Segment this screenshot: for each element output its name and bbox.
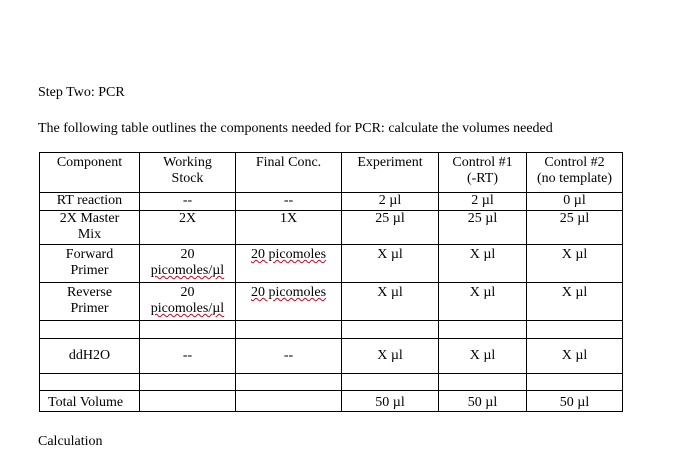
cell-control-2: X µl	[527, 245, 623, 283]
cell-working-stock-line1: 20	[180, 247, 195, 262]
cell-component: Total Volume	[40, 391, 140, 412]
cell-working-stock: --	[140, 339, 236, 374]
cell-final-conc: --	[236, 339, 342, 374]
cell-component-line1: Reverse	[66, 285, 113, 300]
cell-component-line1: 2X Master	[59, 211, 120, 226]
table-row-blank	[40, 321, 623, 339]
cell-working-stock: 2X	[140, 211, 236, 245]
cell-component	[40, 245, 140, 283]
cell-component: ddH2O	[40, 339, 140, 374]
cell-working-stock-line2: picomoles/µl	[150, 263, 225, 278]
cell-final-conc-text: 20 picomoles	[250, 247, 327, 262]
header-control-1-line2: (-RT)	[466, 171, 499, 186]
empty-cell	[140, 321, 236, 339]
cell-experiment: 50 µl	[342, 391, 439, 412]
header-control-2	[527, 153, 623, 193]
cell-experiment: X µl	[342, 245, 439, 283]
cell-component-line2: Primer	[70, 301, 109, 316]
header-working-stock	[140, 153, 236, 193]
table-row-total-volume	[40, 391, 623, 412]
table-row-rt-reaction	[40, 193, 623, 211]
empty-cell	[40, 321, 140, 339]
pcr-components-table	[39, 152, 623, 412]
table-row-master-mix	[40, 211, 623, 245]
step-heading: Step Two: PCR	[38, 85, 125, 100]
cell-control-2: 25 µl	[527, 211, 623, 245]
table-row-ddh2o	[40, 339, 623, 374]
empty-cell	[236, 374, 342, 391]
cell-control-1: X µl	[439, 245, 527, 283]
header-final-conc: Final Conc.	[236, 153, 342, 193]
header-experiment: Experiment	[342, 153, 439, 193]
cell-control-2: X µl	[527, 283, 623, 321]
cell-final-conc-text: 20 picomoles	[250, 285, 327, 300]
header-control-1-line1: Control #1	[452, 155, 513, 170]
cell-experiment: X µl	[342, 283, 439, 321]
header-working-stock-line1: Working	[163, 155, 212, 170]
cell-final-conc	[236, 283, 342, 321]
empty-cell	[527, 374, 623, 391]
cell-component-line2: Mix	[77, 227, 102, 242]
table-row-reverse-primer	[40, 283, 623, 321]
empty-cell	[342, 374, 439, 391]
header-control-1	[439, 153, 527, 193]
table-header-row	[40, 153, 623, 193]
cell-control-1: 2 µl	[439, 193, 527, 211]
cell-working-stock	[140, 283, 236, 321]
header-control-2-line2: (no template)	[536, 171, 613, 186]
cell-control-2: 0 µl	[527, 193, 623, 211]
cell-final-conc: 1X	[236, 211, 342, 245]
empty-cell	[439, 374, 527, 391]
cell-working-stock: --	[140, 193, 236, 211]
header-working-stock-line2: Stock	[171, 171, 204, 186]
table-row-forward-primer	[40, 245, 623, 283]
cell-experiment: 25 µl	[342, 211, 439, 245]
header-control-2-line1: Control #2	[544, 155, 605, 170]
empty-cell	[140, 391, 236, 412]
empty-cell	[140, 374, 236, 391]
cell-component: RT reaction	[40, 193, 140, 211]
header-component: Component	[40, 153, 140, 193]
cell-final-conc	[236, 245, 342, 283]
cell-component	[40, 283, 140, 321]
cell-working-stock-line2: picomoles/µl	[150, 301, 225, 316]
cell-control-1: X µl	[439, 339, 527, 374]
table-row-blank	[40, 374, 623, 391]
cell-control-1: 50 µl	[439, 391, 527, 412]
calculation-label: Calculation	[38, 434, 103, 449]
cell-control-1: X µl	[439, 283, 527, 321]
cell-control-2: 50 µl	[527, 391, 623, 412]
empty-cell	[236, 391, 342, 412]
cell-experiment: X µl	[342, 339, 439, 374]
cell-component	[40, 211, 140, 245]
cell-control-1: 25 µl	[439, 211, 527, 245]
cell-working-stock-line1: 20	[180, 285, 195, 300]
instructions-text: The following table outlines the components needed for PCR: calculate the volumes needed	[38, 121, 553, 136]
cell-final-conc: --	[236, 193, 342, 211]
empty-cell	[40, 374, 140, 391]
cell-component-line1: Forward	[65, 247, 114, 262]
empty-cell	[527, 321, 623, 339]
cell-working-stock	[140, 245, 236, 283]
cell-experiment: 2 µl	[342, 193, 439, 211]
cell-component-line2: Primer	[70, 263, 109, 278]
empty-cell	[236, 321, 342, 339]
cell-control-2: X µl	[527, 339, 623, 374]
empty-cell	[342, 321, 439, 339]
empty-cell	[439, 321, 527, 339]
